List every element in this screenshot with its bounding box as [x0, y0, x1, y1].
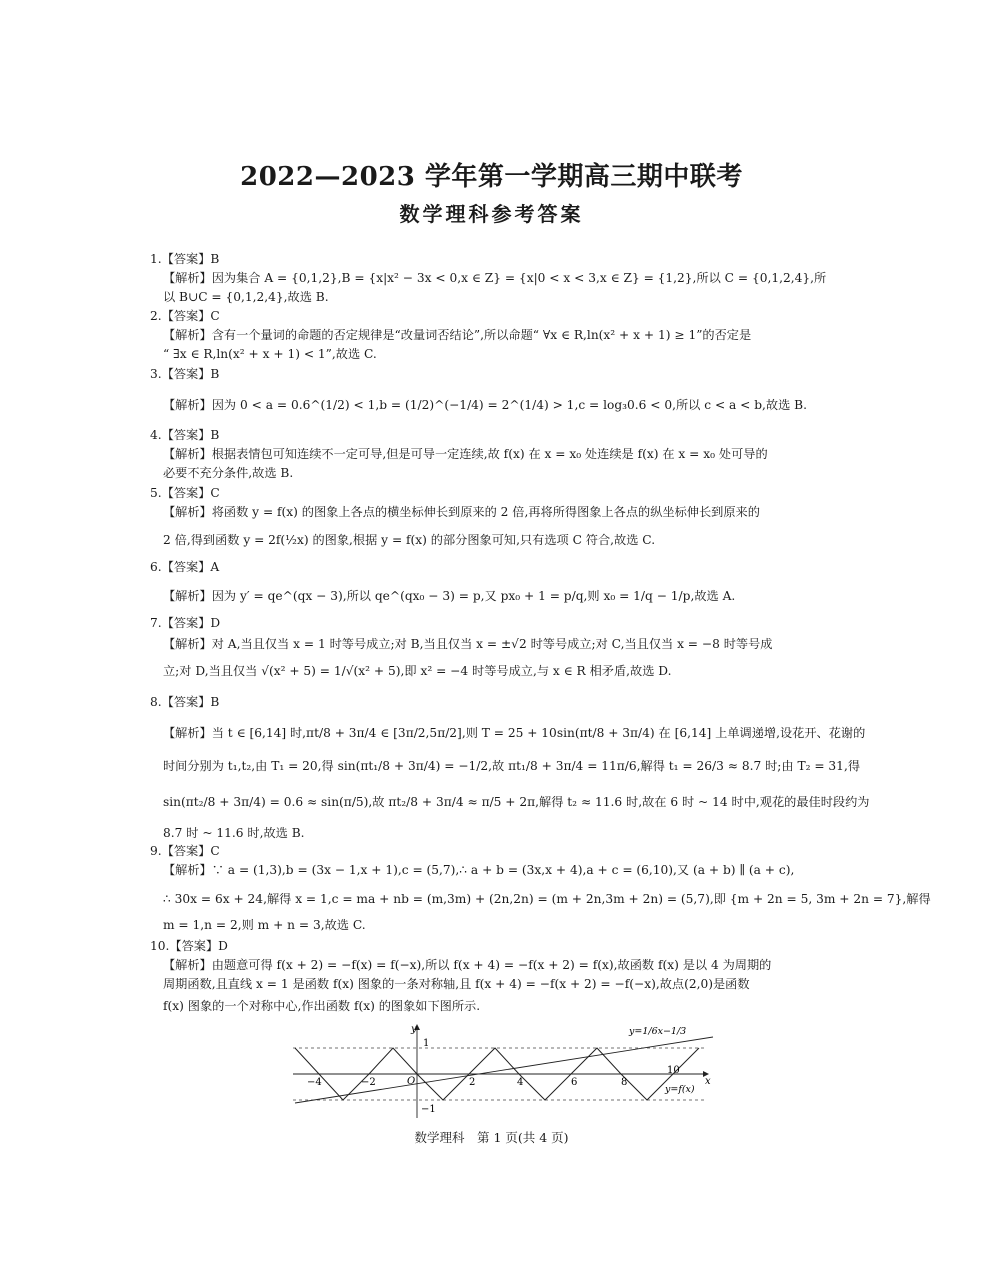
- axis-x-label: x: [705, 1076, 711, 1087]
- explanation-line: “ ∃x ∈ R,ln(x² + x + 1) < 1”,故选 C.: [163, 347, 377, 361]
- x-tick-m4: −4: [307, 1077, 322, 1088]
- explanation-line: 必要不充分条件,故选 B.: [163, 466, 294, 480]
- x-tick-4: 4: [517, 1077, 524, 1088]
- y-tick-m1: −1: [421, 1104, 436, 1115]
- answer-line: 10.【答案】D: [150, 939, 228, 953]
- line-g: [295, 1037, 713, 1103]
- explanation-line: f(x) 图象的一个对称中心,作出函数 f(x) 的图象如下图所示.: [163, 999, 481, 1013]
- explanation-line: 【解析】当 t ∈ [6,14] 时,πt/8 + 3π/4 ∈ [3π/2,5π/2],则 T = 25 + 10sin(πt/8 + 3π/4) 在 [6,14] 上单调递增,设花开、花谢的: [163, 726, 866, 740]
- explanation-line: 立;对 D,当且仅当 √(x² + 5) = 1/√(x² + 5),即 x² = −4 时等号成立,与 x ∈ R 相矛盾,故选 D.: [163, 664, 672, 678]
- explanation-line: 【解析】含有一个量词的命题的否定规律是“改量词否结论”,所以命题“ ∀x ∈ R,ln(x² + x + 1) ≥ 1”的否定是: [163, 328, 752, 342]
- explanation-line: 2 倍,得到函数 y = 2f(½x) 的图象,根据 y = f(x) 的部分图象可知,只有选项 C 符合,故选 C.: [163, 533, 656, 547]
- origin-label: O: [407, 1076, 416, 1087]
- explanation-line: 【解析】将函数 y = f(x) 的图象上各点的横坐标伸长到原来的 2 倍,再将所得图象上各点的纵坐标伸长到原来的: [163, 505, 760, 519]
- page-subtitle: 数学理科参考答案: [399, 202, 584, 226]
- answer-line: 9.【答案】C: [150, 844, 220, 858]
- x-tick-10: 10: [667, 1065, 680, 1076]
- explanation-line: 【解析】∵ a = (1,3),b = (3x − 1,x + 1),c = (5,7),∴ a + b = (3x,x + 4),a + c = (6,10),又 (a + b) ∥ (a + c),: [163, 863, 795, 877]
- page-footer: 数学理科 第 1 页(共 4 页): [414, 1130, 569, 1145]
- explanation-line: 【解析】因为 0 < a = 0.6^(1/2) < 1,b = (1/2)^(−1/4) = 2^(1/4) > 1,c = log₃0.6 < 0,所以 c < a < b,故选 B.: [163, 398, 808, 412]
- answer-line: 4.【答案】B: [150, 428, 220, 442]
- x-tick-6: 6: [571, 1077, 578, 1088]
- explanation-line: sin(πt₂/8 + 3π/4) = 0.6 ≈ sin(π/5),故 πt₂/8 + 3π/4 ≈ π/5 + 2π,解得 t₂ ≈ 11.6 时,故在 6 时 ~ 14 时中,观花的最佳时段约为: [163, 795, 870, 809]
- page-title: 2022—2023 学年第一学期高三期中联考: [240, 162, 743, 192]
- explanation-line: 【解析】因为集合 A = {0,1,2},B = {x|x² − 3x < 0,x ∈ Z} = {x|0 < x < 3,x ∈ Z} = {1,2},所以 C = {0,1,2,4},所: [163, 271, 827, 285]
- explanation-line: 【解析】对 A,当且仅当 x = 1 时等号成立;对 B,当且仅当 x = ±√2 时等号成立;对 C,当且仅当 x = −8 时等号成: [163, 637, 773, 651]
- line-g-label: y=1/6x−1/3: [629, 1026, 687, 1037]
- explanation-line: 时间分别为 t₁,t₂,由 T₁ = 20,得 sin(πt₁/8 + 3π/4) = −1/2,故 πt₁/8 + 3π/4 = 11π/6,解得 t₁ = 26/3 ≈ 8.7 时;由 T₂ = 31,得: [163, 759, 861, 773]
- explanation-line: 以 B∪C = {0,1,2,4},故选 B.: [163, 290, 329, 304]
- x-tick-m2: −2: [361, 1077, 376, 1088]
- explanation-line: m = 1,n = 2,则 m + n = 3,故选 C.: [163, 918, 366, 932]
- axis-y-label: y: [411, 1024, 417, 1035]
- function-graph: [285, 1020, 715, 1120]
- explanation-line: 【解析】根据表情包可知连续不一定可导,但是可导一定连续,故 f(x) 在 x = x₀ 处连续是 f(x) 在 x = x₀ 处可导的: [163, 447, 768, 461]
- answer-line: 6.【答案】A: [150, 560, 220, 574]
- answer-line: 7.【答案】D: [150, 616, 221, 630]
- explanation-line: ∴ 30x = 6x + 24,解得 x = 1,c = ma + nb = (m,3m) + (2n,2n) = (m + 2n,3m + 2n) = (5,7),即 {m + 2n = 5, 3m + 2n = 7},解得: [163, 892, 931, 906]
- x-tick-2: 2: [469, 1077, 476, 1088]
- explanation-line: 周期函数,且直线 x = 1 是函数 f(x) 图象的一条对称轴,且 f(x + 4) = −f(x + 2) = −f(−x),故点(2,0)是函数: [163, 977, 750, 991]
- y-tick-1: 1: [423, 1038, 430, 1049]
- answer-line: 1.【答案】B: [150, 252, 220, 266]
- answer-line: 8.【答案】B: [150, 695, 220, 709]
- x-tick-8: 8: [621, 1077, 628, 1088]
- explanation-line: 【解析】由题意可得 f(x + 2) = −f(x) = f(−x),所以 f(x + 4) = −f(x + 2) = f(x),故函数 f(x) 是以 4 为周期的: [163, 958, 772, 972]
- answer-line: 5.【答案】C: [150, 486, 220, 500]
- answer-line: 2.【答案】C: [150, 309, 220, 323]
- explanation-line: 8.7 时 ~ 11.6 时,故选 B.: [163, 826, 305, 840]
- explanation-line: 【解析】因为 y′ = qe^(qx − 3),所以 qe^(qx₀ − 3) = p,又 px₀ + 1 = p/q,则 x₀ = 1/q − 1/p,故选 A.: [163, 589, 736, 603]
- answer-line: 3.【答案】B: [150, 367, 220, 381]
- curve-f-label: y=f(x): [665, 1084, 695, 1095]
